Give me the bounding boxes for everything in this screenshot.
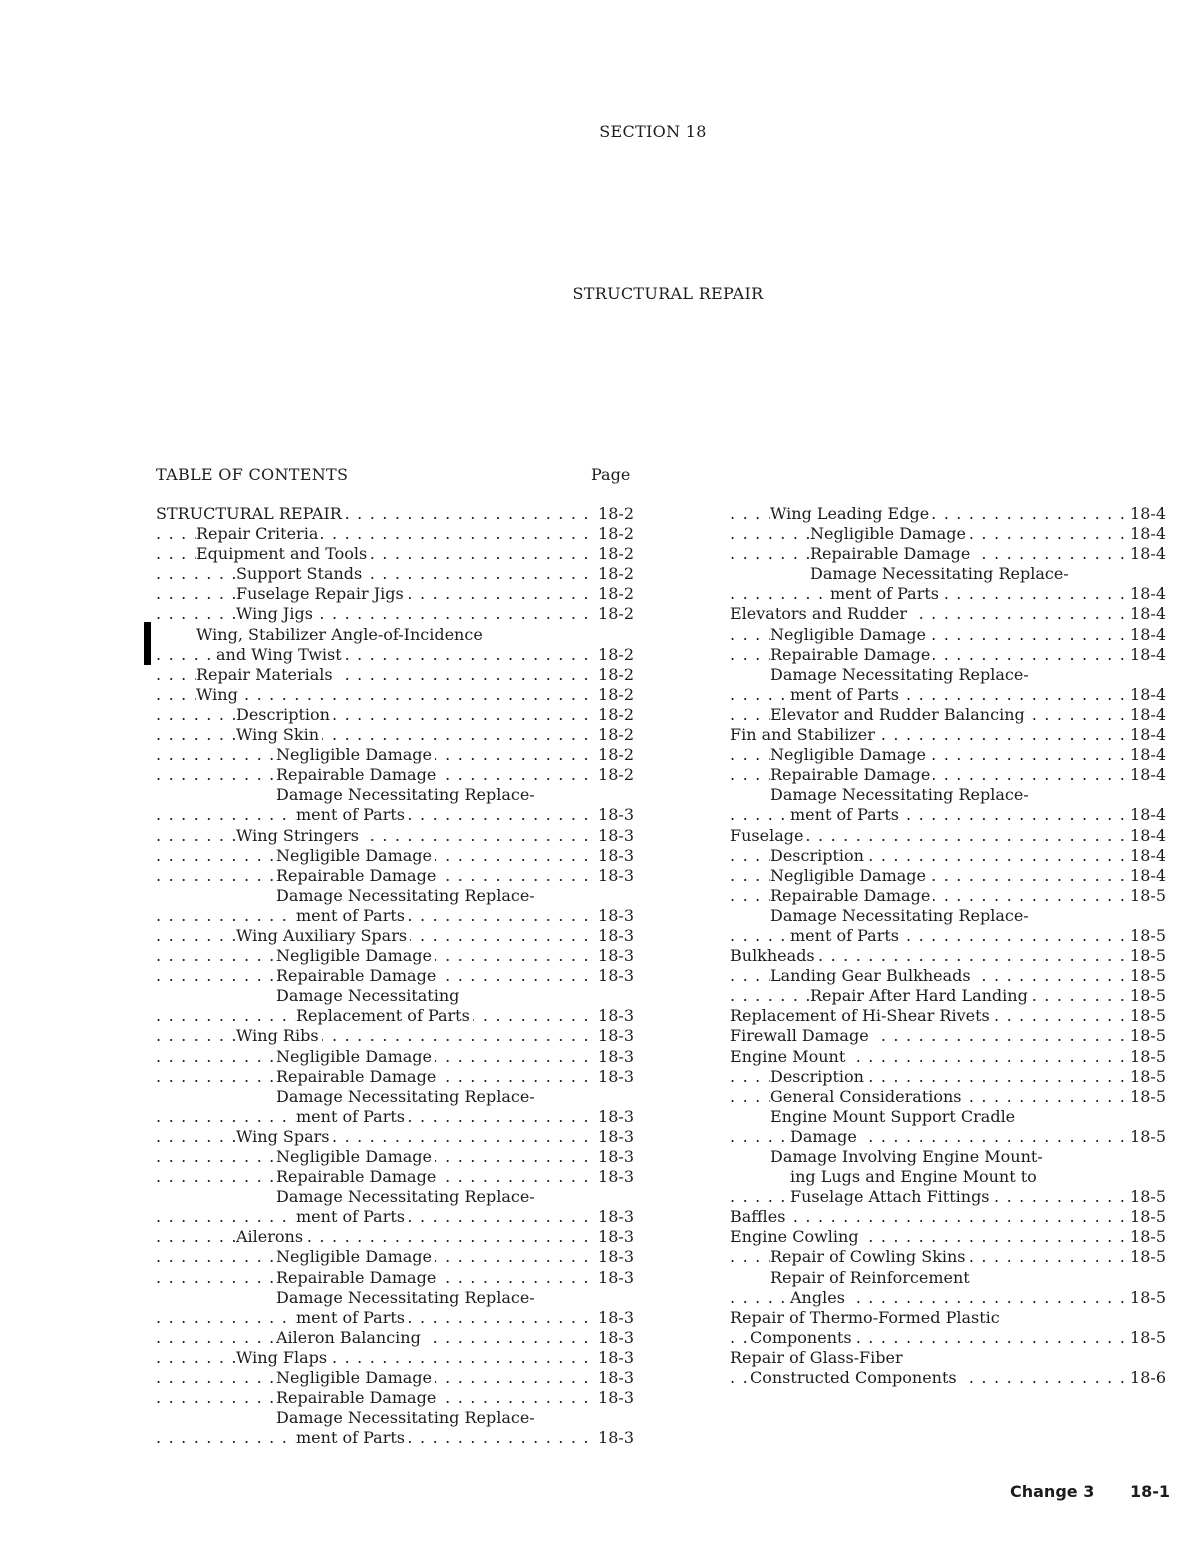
- toc-entry-title: Wing, Stabilizer Angle-of-Incidence: [196, 625, 486, 644]
- toc-entry-title: Damage Necessitating Replace-: [276, 1408, 538, 1427]
- toc-entry-page: 18-3: [594, 1047, 634, 1067]
- toc-entry: [156, 1408, 634, 1428]
- toc-entry-page: 18-5: [1126, 1087, 1166, 1107]
- toc-entry: [730, 1047, 1166, 1067]
- toc-entry-title: ment of Parts: [790, 926, 902, 945]
- toc-entry-title: and Wing Twist: [216, 645, 345, 664]
- toc-entry: [730, 1368, 1166, 1388]
- toc-entry-page: 18-3: [594, 1328, 634, 1348]
- toc-entry: [156, 1107, 634, 1127]
- toc-entry-title: Aileron Balancing: [276, 1328, 424, 1347]
- toc-entry: [730, 1127, 1166, 1147]
- toc-entry: [156, 1167, 634, 1187]
- toc-entry-title: Negligible Damage: [276, 946, 435, 965]
- toc-entry-page: 18-4: [1126, 544, 1166, 564]
- toc-entry: [156, 1207, 634, 1227]
- toc-entry-title: Negligible Damage: [276, 1047, 435, 1066]
- toc-entry-page: 18-3: [594, 1368, 634, 1388]
- toc-entry-title: Damage Necessitating Replace-: [276, 785, 538, 804]
- toc-entry-title: Description: [236, 705, 333, 724]
- toc-entry-page: 18-3: [594, 826, 634, 846]
- toc-entry: [730, 886, 1166, 906]
- toc-entry-title: Damage Necessitating Replace-: [276, 1087, 538, 1106]
- toc-entry: [156, 1047, 634, 1067]
- toc-entry: [156, 1428, 634, 1448]
- toc-entry-page: 18-3: [594, 926, 634, 946]
- toc-entry-page: 18-5: [1126, 1207, 1166, 1227]
- toc-entry: [730, 665, 1166, 685]
- toc-entry: [730, 1328, 1166, 1348]
- toc-entry-title: Support Stands: [236, 564, 365, 583]
- toc-entry: [730, 564, 1166, 584]
- toc-entry-page: 18-3: [594, 1308, 634, 1328]
- footer-change-label: Change 3: [1010, 1482, 1095, 1501]
- toc-entry: [730, 926, 1166, 946]
- toc-entry: [730, 745, 1166, 765]
- toc-entry: [156, 926, 634, 946]
- toc-entry: [156, 1328, 634, 1348]
- toc-entry: [730, 504, 1166, 524]
- toc-entry-page: 18-5: [1126, 1328, 1166, 1348]
- toc-entry: [156, 1187, 634, 1207]
- toc-entry-title: Repairable Damage: [276, 966, 439, 985]
- toc-entry-page: 18-4: [1126, 765, 1166, 785]
- toc-entry-page: 18-5: [1126, 926, 1166, 946]
- toc-entry-page: 18-3: [594, 946, 634, 966]
- toc-entry-title: Damage Necessitating Replace-: [770, 785, 1032, 804]
- toc-entry-page: 18-3: [594, 1388, 634, 1408]
- toc-entry-page: 18-5: [1126, 1026, 1166, 1046]
- toc-entry: [156, 504, 634, 524]
- toc-entry-title: Wing Flaps: [236, 1348, 330, 1367]
- toc-entry-page: 18-2: [594, 745, 634, 765]
- toc-entry-page: 18-5: [1126, 966, 1166, 986]
- toc-entry-page: 18-5: [1126, 1227, 1166, 1247]
- toc-entry: [730, 685, 1166, 705]
- toc-entry-page: 18-2: [594, 705, 634, 725]
- footer-page-number: 18-1: [1130, 1482, 1171, 1501]
- toc-entry: [730, 1067, 1166, 1087]
- toc-entry: [730, 785, 1166, 805]
- toc-entry: [156, 524, 634, 544]
- toc-entry-title: Description: [770, 1067, 867, 1086]
- toc-entry: [730, 1227, 1166, 1247]
- toc-entry-title: Replacement of Parts: [296, 1006, 473, 1025]
- toc-entry-page: 18-3: [594, 805, 634, 825]
- toc-entry-title: Negligible Damage: [770, 866, 929, 885]
- toc-entry-title: Equipment and Tools: [196, 544, 370, 563]
- toc-entry-title: Wing Jigs: [236, 604, 316, 623]
- toc-entry-page: 18-3: [594, 1348, 634, 1368]
- toc-entry-title: Negligible Damage: [276, 1247, 435, 1266]
- toc-entry-title: Landing Gear Bulkheads: [770, 966, 974, 985]
- toc-entry-title: Wing Leading Edge: [770, 504, 932, 523]
- toc-entry-title: Engine Mount Support Cradle: [770, 1107, 1018, 1126]
- toc-entry: [156, 645, 634, 665]
- toc-entry-page: 18-3: [594, 1207, 634, 1227]
- toc-entry: [156, 986, 634, 1006]
- toc-entry-title: Baffles: [730, 1207, 788, 1226]
- toc-entry-title: Damage Necessitating Replace-: [276, 886, 538, 905]
- toc-entry: [156, 1026, 634, 1046]
- toc-entry-page: 18-2: [594, 584, 634, 604]
- toc-entry-title: Damage Necessitating Replace-: [770, 665, 1032, 684]
- toc-entry: [730, 524, 1166, 544]
- toc-entry: [730, 906, 1166, 926]
- toc-entry-page: 18-6: [1126, 1368, 1166, 1388]
- toc-entry: [730, 1207, 1166, 1227]
- toc-column-right: [730, 504, 1166, 1388]
- toc-entry-page: 18-3: [594, 1006, 634, 1026]
- toc-entry: [730, 1348, 1166, 1368]
- toc-entry: [730, 1187, 1166, 1207]
- page-title: STRUCTURAL REPAIR: [572, 284, 764, 303]
- toc-entry: [156, 805, 634, 825]
- toc-entry: [156, 544, 634, 564]
- toc-entry-page: 18-2: [594, 544, 634, 564]
- toc-entry: [156, 1288, 634, 1308]
- toc-entry: [730, 966, 1166, 986]
- toc-entry-page: 18-5: [1126, 1006, 1166, 1026]
- toc-entry-title: Firewall Damage: [730, 1026, 872, 1045]
- toc-entry-page: 18-3: [594, 966, 634, 986]
- toc-entry: [730, 765, 1166, 785]
- toc-entry: [730, 805, 1166, 825]
- toc-entry: [730, 866, 1166, 886]
- toc-entry-page: 18-4: [1126, 645, 1166, 665]
- toc-entry: [730, 1087, 1166, 1107]
- toc-entry: [156, 946, 634, 966]
- toc-entry-title: Damage: [790, 1127, 860, 1146]
- toc-entry-page: 18-5: [1126, 986, 1166, 1006]
- toc-entry: [156, 1147, 634, 1167]
- toc-entry-page: 18-5: [1126, 1247, 1166, 1267]
- toc-entry-title: ment of Parts: [296, 1428, 408, 1447]
- toc-entry: [156, 886, 634, 906]
- toc-entry-title: ing Lugs and Engine Mount to: [790, 1167, 1040, 1186]
- toc-entry-page: 18-4: [1126, 705, 1166, 725]
- toc-entry: [156, 1388, 634, 1408]
- toc-entry: [730, 846, 1166, 866]
- toc-entry-page: 18-2: [594, 685, 634, 705]
- toc-entry-title: Angles: [790, 1288, 848, 1307]
- toc-entry-page: 18-3: [594, 1107, 634, 1127]
- toc-entry: [730, 1288, 1166, 1308]
- toc-entry: [730, 584, 1166, 604]
- toc-entry: [730, 1167, 1166, 1187]
- change-bar: [144, 622, 151, 665]
- toc-entry-title: Elevators and Rudder: [730, 604, 910, 623]
- toc-entry-page: 18-4: [1126, 504, 1166, 524]
- toc-entry: [156, 1368, 634, 1388]
- toc-entry-title: Damage Necessitating: [276, 986, 462, 1005]
- toc-entry-title: Engine Cowling: [730, 1227, 862, 1246]
- toc-entry-title: Damage Necessitating Replace-: [276, 1288, 538, 1307]
- toc-entry: [730, 1247, 1166, 1267]
- toc-entry-page: 18-4: [1126, 725, 1166, 745]
- toc-entry-title: Bulkheads: [730, 946, 818, 965]
- toc-entry: [730, 946, 1166, 966]
- toc-entry-page: 18-3: [594, 1428, 634, 1448]
- toc-entry-title: ment of Parts: [296, 1207, 408, 1226]
- toc-entry-page: 18-3: [594, 1227, 634, 1247]
- toc-entry-page: 18-2: [594, 564, 634, 584]
- toc-entry-title: Repair of Reinforcement: [770, 1268, 973, 1287]
- toc-entry-title: Engine Mount: [730, 1047, 848, 1066]
- toc-entry-title: Repairable Damage: [276, 1167, 439, 1186]
- toc-entry: [156, 1127, 634, 1147]
- toc-entry: [730, 645, 1166, 665]
- toc-entry-page: 18-3: [594, 866, 634, 886]
- toc-entry: [730, 1107, 1166, 1127]
- toc-entry-page: 18-5: [1126, 886, 1166, 906]
- toc-entry-page: 18-3: [594, 1147, 634, 1167]
- toc-entry-title: Repair Materials: [196, 665, 336, 684]
- toc-entry-title: Repair After Hard Landing: [810, 986, 1031, 1005]
- toc-entry-title: Negligible Damage: [276, 1147, 435, 1166]
- toc-entry-title: Damage Necessitating Replace-: [770, 906, 1032, 925]
- toc-entry-title: Wing Auxiliary Spars: [236, 926, 410, 945]
- toc-entry-page: 18-5: [1126, 1047, 1166, 1067]
- toc-entry: [730, 1147, 1166, 1167]
- toc-entry-title: Fuselage Repair Jigs: [236, 584, 407, 603]
- toc-entry-title: Repair of Cowling Skins: [770, 1247, 969, 1266]
- toc-entry-page: 18-4: [1126, 745, 1166, 765]
- toc-entry-title: Damage Involving Engine Mount-: [770, 1147, 1046, 1166]
- toc-entry: [156, 685, 634, 705]
- toc-entry: [730, 604, 1166, 624]
- toc-entry-title: Negligible Damage: [276, 846, 435, 865]
- toc-entry: [156, 1348, 634, 1368]
- toc-entry-title: Repairable Damage: [770, 645, 933, 664]
- toc-entry-page: 18-4: [1126, 866, 1166, 886]
- toc-entry: [156, 906, 634, 926]
- toc-entry-title: ment of Parts: [790, 805, 902, 824]
- toc-entry-title: Components: [750, 1328, 855, 1347]
- toc-entry-title: Fuselage Attach Fittings: [790, 1187, 993, 1206]
- toc-entry-page: 18-3: [594, 1127, 634, 1147]
- toc-entry-page: 18-3: [594, 1067, 634, 1087]
- toc-entry: [156, 866, 634, 886]
- toc-entry-title: Fuselage: [730, 826, 806, 845]
- toc-entry-title: Repairable Damage: [276, 1268, 439, 1287]
- toc-entry-title: Repairable Damage: [276, 1388, 439, 1407]
- toc-entry: [156, 1227, 634, 1247]
- toc-entry: [156, 966, 634, 986]
- toc-entry-page: 18-2: [594, 645, 634, 665]
- toc-entry-title: Damage Necessitating Replace-: [276, 1187, 538, 1206]
- toc-entry-page: 18-2: [594, 504, 634, 524]
- toc-entry: [730, 1026, 1166, 1046]
- toc-entry: [156, 826, 634, 846]
- toc-entry: [156, 765, 634, 785]
- toc-entry-page: 18-4: [1126, 584, 1166, 604]
- toc-entry-page: 18-2: [594, 604, 634, 624]
- toc-entry-title: ment of Parts: [296, 805, 408, 824]
- toc-entry-title: Negligible Damage: [770, 625, 929, 644]
- toc-entry-title: Negligible Damage: [770, 745, 929, 764]
- toc-entry: [156, 564, 634, 584]
- toc-entry: [730, 1006, 1166, 1026]
- toc-entry-title: Wing Spars: [236, 1127, 333, 1146]
- toc-entry-page: 18-4: [1126, 826, 1166, 846]
- toc-entry-page: 18-3: [594, 1268, 634, 1288]
- toc-entry: [730, 1268, 1166, 1288]
- toc-entry: [156, 1308, 634, 1328]
- toc-entry-title: Repairable Damage: [770, 886, 933, 905]
- toc-entry-title: Repair Criteria: [196, 524, 321, 543]
- toc-entry: [730, 725, 1166, 745]
- toc-entry-title: Repairable Damage: [770, 765, 933, 784]
- toc-entry-page: 18-2: [594, 665, 634, 685]
- toc-entry-title: Constructed Components: [750, 1368, 960, 1387]
- toc-entry: [156, 625, 634, 645]
- toc-entry: [156, 1268, 634, 1288]
- toc-entry: [156, 584, 634, 604]
- toc-entry-page: 18-5: [1126, 1187, 1166, 1207]
- toc-entry-page: 18-4: [1126, 524, 1166, 544]
- toc-entry-page: 18-3: [594, 1247, 634, 1267]
- toc-entry-page: 18-5: [1126, 1067, 1166, 1087]
- toc-entry-page: 18-4: [1126, 805, 1166, 825]
- toc-entry: [730, 1308, 1166, 1328]
- toc-entry: [730, 826, 1166, 846]
- toc-entry: [156, 665, 634, 685]
- toc-entry: [730, 705, 1166, 725]
- toc-entry: [730, 625, 1166, 645]
- toc-entry-title: ment of Parts: [296, 1107, 408, 1126]
- toc-entry-page: 18-3: [594, 1167, 634, 1187]
- toc-entry: [156, 1247, 634, 1267]
- toc-entry: [156, 725, 634, 745]
- toc-entry-title: Ailerons: [236, 1227, 306, 1246]
- toc-entry: [156, 705, 634, 725]
- toc-entry-page: 18-5: [1126, 1288, 1166, 1308]
- toc-entry-title: Wing: [196, 685, 241, 704]
- toc-entry-title: Repairable Damage: [276, 866, 439, 885]
- toc-entry-title: Negligible Damage: [276, 1368, 435, 1387]
- toc-entry-title: General Considerations: [770, 1087, 965, 1106]
- toc-entry-title: Wing Skin: [236, 725, 322, 744]
- toc-entry: [156, 1006, 634, 1026]
- toc-entry: [156, 745, 634, 765]
- toc-entry: [156, 604, 634, 624]
- toc-entry: [730, 986, 1166, 1006]
- toc-heading: TABLE OF CONTENTS: [156, 465, 349, 484]
- toc-entry-title: Damage Necessitating Replace-: [810, 564, 1072, 583]
- section-title: SECTION 18: [599, 122, 707, 141]
- toc-entry-title: Repair of Glass-Fiber: [730, 1348, 906, 1367]
- toc-entry-title: Repairable Damage: [276, 765, 439, 784]
- toc-entry: [156, 846, 634, 866]
- toc-entry-title: Negligible Damage: [810, 524, 969, 543]
- toc-entry-page: 18-4: [1126, 846, 1166, 866]
- toc-entry-page: 18-2: [594, 765, 634, 785]
- toc-entry-page: 18-4: [1126, 685, 1166, 705]
- toc-entry-title: ment of Parts: [790, 685, 902, 704]
- toc-entry: [156, 1067, 634, 1087]
- toc-entry-title: Wing Stringers: [236, 826, 362, 845]
- toc-entry-title: Wing Ribs: [236, 1026, 322, 1045]
- toc-entry-title: ment of Parts: [296, 906, 408, 925]
- toc-entry-title: STRUCTURAL REPAIR: [156, 504, 345, 523]
- toc-entry-title: Negligible Damage: [276, 745, 435, 764]
- toc-entry-page: 18-4: [1126, 604, 1166, 624]
- toc-entry-page: 18-2: [594, 725, 634, 745]
- toc-entry-page: 18-3: [594, 906, 634, 926]
- toc-page-heading: Page: [591, 465, 631, 484]
- toc-entry-page: 18-3: [594, 1026, 634, 1046]
- toc-entry-title: ment of Parts: [830, 584, 942, 603]
- toc-entry-title: Repairable Damage: [810, 544, 973, 563]
- toc-entry-title: Repair of Thermo-Formed Plastic: [730, 1308, 1003, 1327]
- toc-entry-title: Repairable Damage: [276, 1067, 439, 1086]
- toc-entry-page: 18-5: [1126, 946, 1166, 966]
- toc-entry-page: 18-4: [1126, 625, 1166, 645]
- toc-entry: [156, 785, 634, 805]
- toc-entry-page: 18-3: [594, 846, 634, 866]
- toc-entry-page: 18-5: [1126, 1127, 1166, 1147]
- toc-entry: [730, 544, 1166, 564]
- toc-column-left: [156, 504, 634, 1448]
- toc-entry-title: ment of Parts: [296, 1308, 408, 1327]
- toc-entry-title: Replacement of Hi-Shear Rivets: [730, 1006, 993, 1025]
- toc-entry-title: Elevator and Rudder Balancing: [770, 705, 1028, 724]
- toc-entry-title: Fin and Stabilizer: [730, 725, 878, 744]
- toc-entry: [156, 1087, 634, 1107]
- toc-entry-page: 18-2: [594, 524, 634, 544]
- toc-entry-title: Description: [770, 846, 867, 865]
